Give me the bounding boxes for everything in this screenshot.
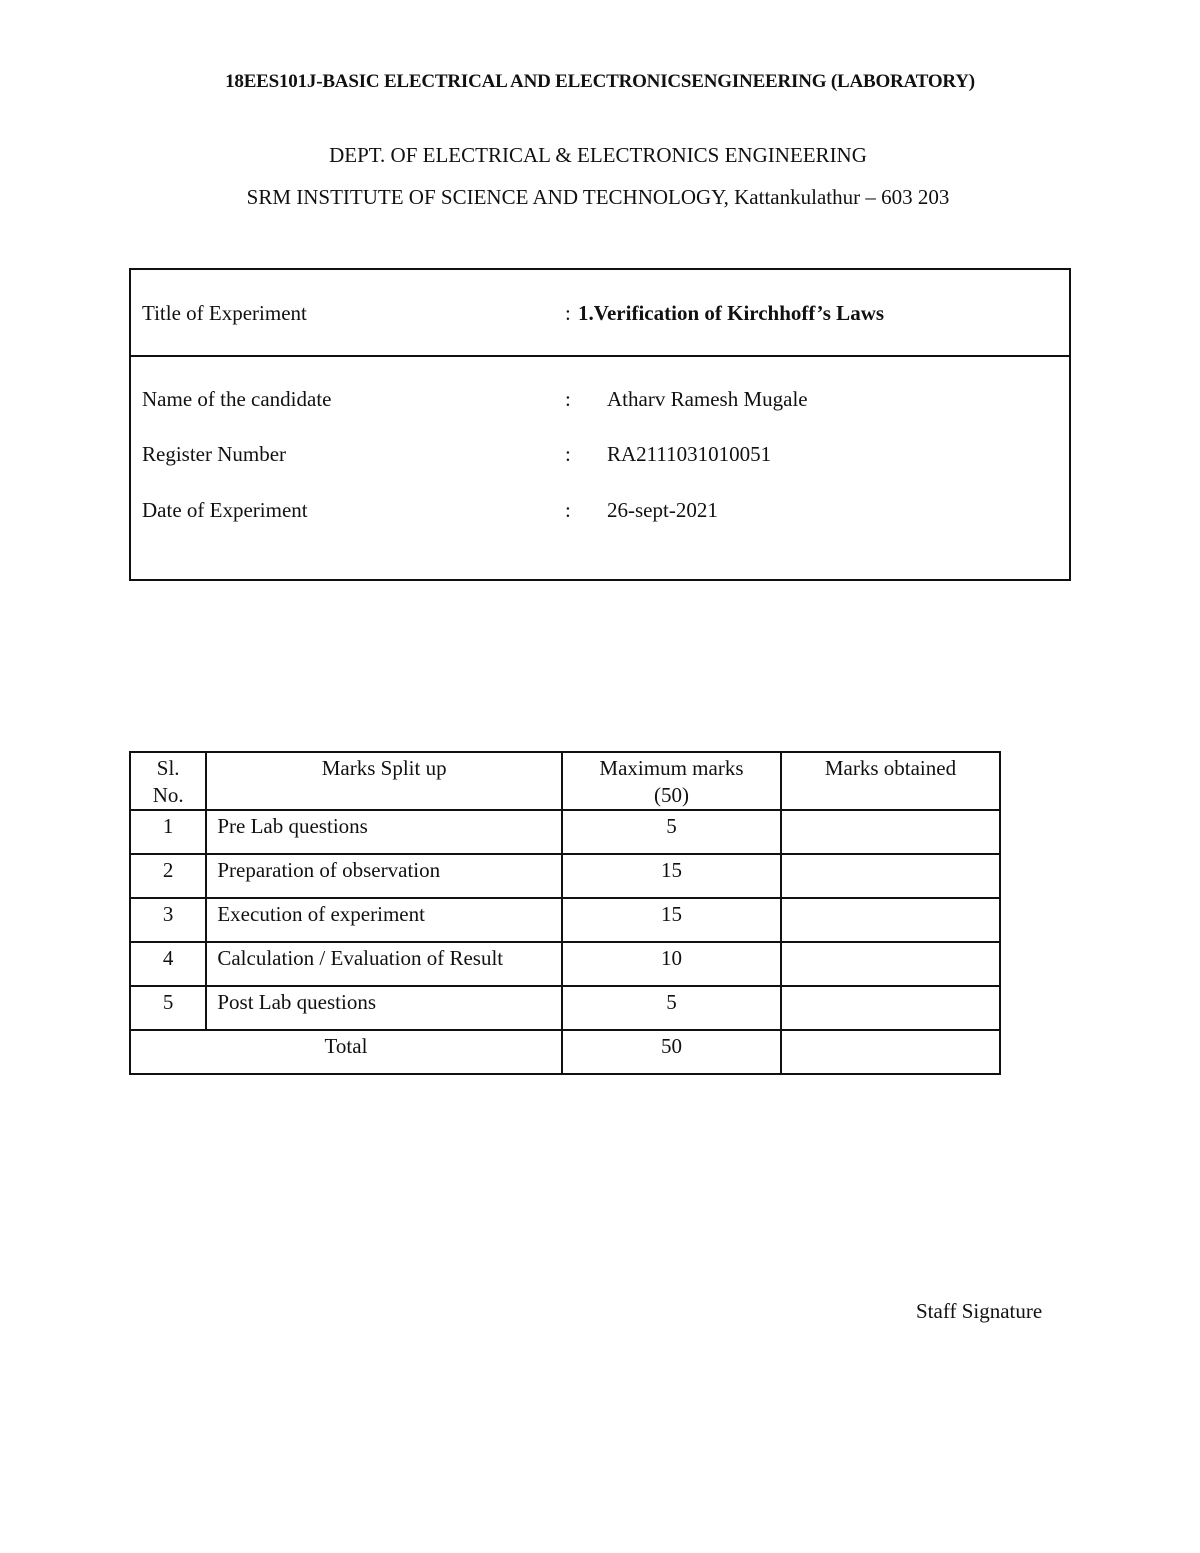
header-sl-line1: Sl.	[156, 756, 180, 780]
row-sl: 5	[130, 986, 206, 1030]
header-max-line2: (50)	[653, 783, 689, 807]
table-row	[130, 942, 1000, 986]
row-max: 10	[562, 942, 781, 986]
candidate-name-label: Name of the candidate	[142, 387, 332, 411]
experiment-info-box	[129, 268, 1071, 581]
course-title: 18EES101J-BASIC ELECTRICAL AND ELECTRONICSENGINEERING (LABORATORY)	[225, 71, 975, 92]
register-number-colon: :	[565, 442, 571, 466]
row-item: Preparation of observation	[206, 854, 562, 898]
register-number-value: RA2111031010051	[607, 442, 772, 466]
row-sl: 3	[130, 898, 206, 942]
experiment-date-value: 26-sept-2021	[607, 498, 718, 522]
experiment-title-label: Title of Experiment	[142, 301, 307, 325]
row-max: 15	[562, 898, 781, 942]
row-max: 15	[562, 854, 781, 898]
row-item: Post Lab questions	[206, 986, 562, 1030]
table-row	[130, 986, 1000, 1030]
experiment-date-colon: :	[565, 498, 571, 522]
header-marks-obtained: Marks obtained	[781, 752, 1000, 810]
candidate-name-value: Atharv Ramesh Mugale	[607, 387, 808, 411]
row-obtained	[781, 942, 1000, 986]
header-marks-split: Marks Split up	[206, 752, 562, 810]
experiment-date-label: Date of Experiment	[142, 498, 308, 522]
row-item: Execution of experiment	[206, 898, 562, 942]
row-max: 5	[562, 810, 781, 854]
marks-table-header	[130, 752, 1000, 810]
table-row	[130, 898, 1000, 942]
total-row	[130, 1030, 1000, 1074]
row-sl: 2	[130, 854, 206, 898]
staff-signature-label: Staff Signature	[916, 1299, 1043, 1323]
row-obtained	[781, 898, 1000, 942]
marks-table	[129, 751, 1001, 1075]
candidate-name-colon: :	[565, 387, 571, 411]
table-row	[130, 810, 1000, 854]
row-obtained	[781, 986, 1000, 1030]
row-sl: 4	[130, 942, 206, 986]
experiment-title-colon: :	[565, 301, 571, 325]
department-name: DEPT. OF ELECTRICAL & ELECTRONICS ENGINEERING	[329, 143, 867, 167]
header-sl-line2: No.	[152, 783, 184, 807]
total-label: Total	[130, 1030, 562, 1074]
row-obtained	[781, 810, 1000, 854]
register-number-label: Register Number	[142, 442, 287, 466]
row-max: 5	[562, 986, 781, 1030]
info-divider	[131, 355, 1069, 357]
total-max: 50	[562, 1030, 781, 1074]
header-max-line1: Maximum marks	[599, 756, 744, 780]
experiment-title-value: 1.Verification of Kirchhoff’s Laws	[578, 301, 885, 325]
table-row	[130, 854, 1000, 898]
row-sl: 1	[130, 810, 206, 854]
row-item: Calculation / Evaluation of Result	[206, 942, 562, 986]
row-item: Pre Lab questions	[206, 810, 562, 854]
total-obtained	[781, 1030, 1000, 1074]
institute-name: SRM INSTITUTE OF SCIENCE AND TECHNOLOGY, Kattankulathur – 603 203	[246, 185, 950, 209]
header-max-marks	[562, 752, 781, 810]
header-sl-no	[130, 752, 206, 810]
row-obtained	[781, 854, 1000, 898]
